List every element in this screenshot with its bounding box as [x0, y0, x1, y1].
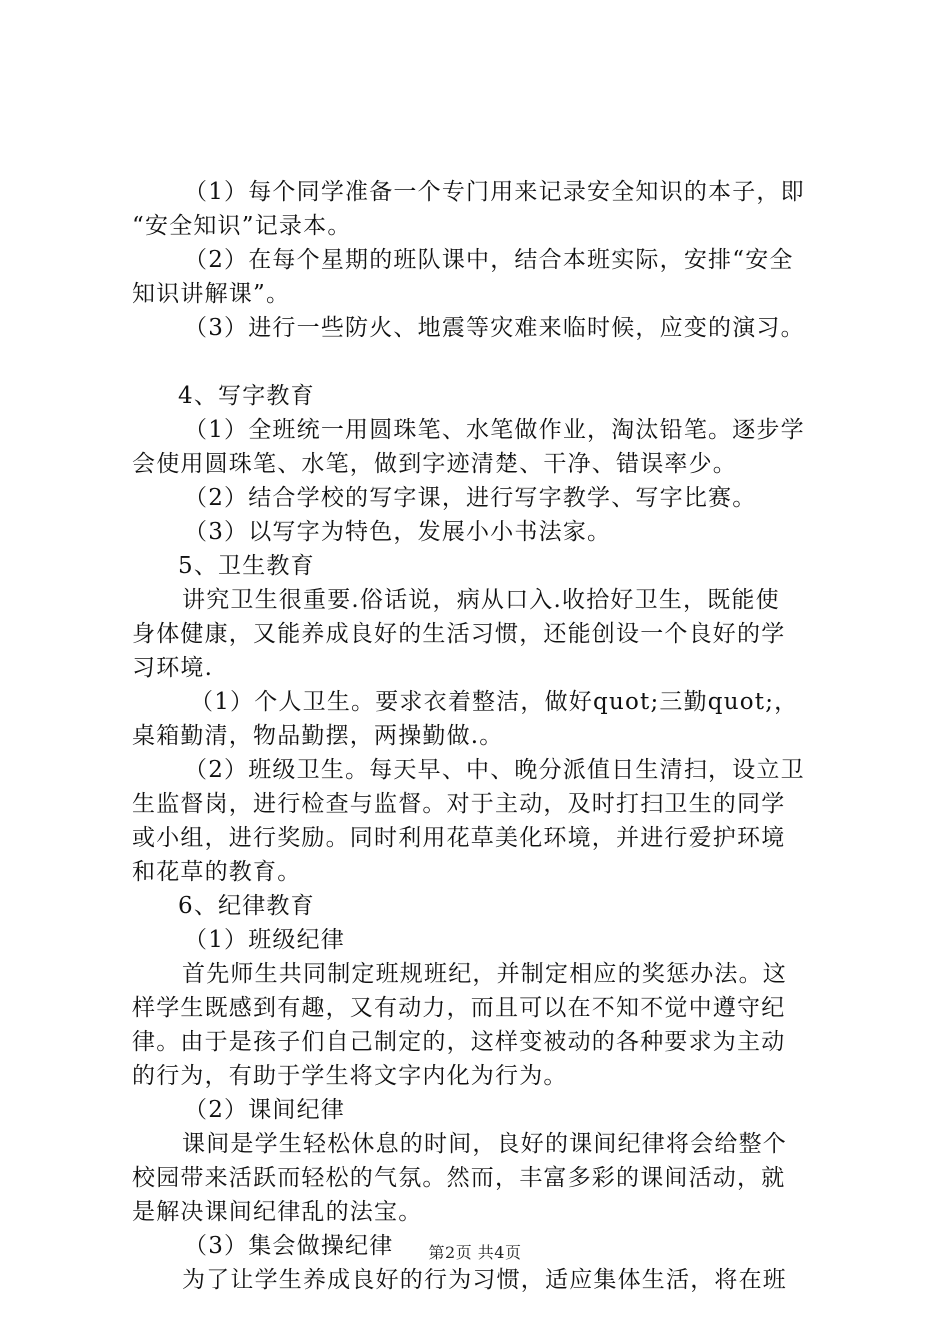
- text-line: 桌箱勤清，物品勤摆，两操勤做.。: [132, 723, 504, 749]
- text-line: （3）进行一些防火、地震等灾难来临时候，应变的演习。: [184, 315, 805, 341]
- text-line: （1）班级纪律: [184, 927, 346, 953]
- text-line: 首先师生共同制定班规班纪，并制定相应的奖惩办法。这: [182, 961, 787, 987]
- text-line: “安全知识”记录本。: [132, 213, 352, 239]
- text-line: （2）课间纪律: [184, 1097, 346, 1123]
- text-line: 课间是学生轻松休息的时间，良好的课间纪律将会给整个: [182, 1131, 787, 1157]
- text-line: （2）班级卫生。每天早、中、晚分派值日生清扫，设立卫: [184, 757, 805, 783]
- text-line: 会使用圆珠笔、水笔，做到字迹清楚、干净、错误率少。: [132, 451, 737, 477]
- text-line: 律。由于是孩子们自己制定的，这样变被动的各种要求为主动: [132, 1029, 786, 1055]
- paragraph-gap: [132, 345, 832, 379]
- text-line: 是解决课间纪律乱的法宝。: [132, 1199, 423, 1225]
- section-heading: 5、卫生教育: [178, 553, 315, 579]
- text-line: （1）全班统一用圆珠笔、水笔做作业，淘汰铅笔。逐步学: [184, 417, 805, 443]
- text-line: 和花草的教育。: [132, 859, 302, 885]
- page-footer: [0, 1240, 950, 1263]
- text-line: （2）结合学校的写字课，进行写字教学、写字比赛。: [184, 485, 757, 511]
- text-line: 知识讲解课”。: [132, 281, 291, 307]
- text-line: （3）集会做操纪律: [184, 1233, 394, 1259]
- section-heading: 6、纪律教育: [178, 893, 315, 919]
- text-line: 或小组，进行奖励。同时利用花草美化环境，并进行爱护环境: [132, 825, 786, 851]
- document-body: [132, 175, 832, 1297]
- text-line: （3）以写字为特色，发展小小书法家。: [184, 519, 612, 545]
- text-line: 校园带来活跃而轻松的气氛。然而，丰富多彩的课间活动，就: [132, 1165, 786, 1191]
- section-heading: 4、写字教育: [178, 383, 315, 409]
- text-line: （1）每个同学准备一个专门用来记录安全知识的本子，即: [184, 179, 805, 205]
- text-line: 生监督岗，进行检查与监督。对于主动，及时打扫卫生的同学: [132, 791, 786, 817]
- page-number: 第2页 共4页: [428, 1243, 522, 1262]
- text-line: 习环境.: [132, 655, 214, 681]
- text-line: 身体健康，又能养成良好的生活习惯，还能创设一个良好的学: [132, 621, 786, 647]
- text-line: （2）在每个星期的班队课中，结合本班实际，安排“安全: [184, 247, 794, 273]
- text-line: 讲究卫生很重要.俗话说，病从口入.收拾好卫生，既能使: [182, 587, 780, 613]
- text-line: 为了让学生养成良好的行为习惯，适应集体生活，将在班: [182, 1267, 787, 1293]
- text-line: 样学生既感到有趣，又有动力，而且可以在不知不觉中遵守纪: [132, 995, 786, 1021]
- text-line: （1）个人卫生。要求衣着整洁，做好quot;三勤quot;，: [190, 689, 799, 715]
- text-line: 的行为，有助于学生将文字内化为行为。: [132, 1063, 568, 1089]
